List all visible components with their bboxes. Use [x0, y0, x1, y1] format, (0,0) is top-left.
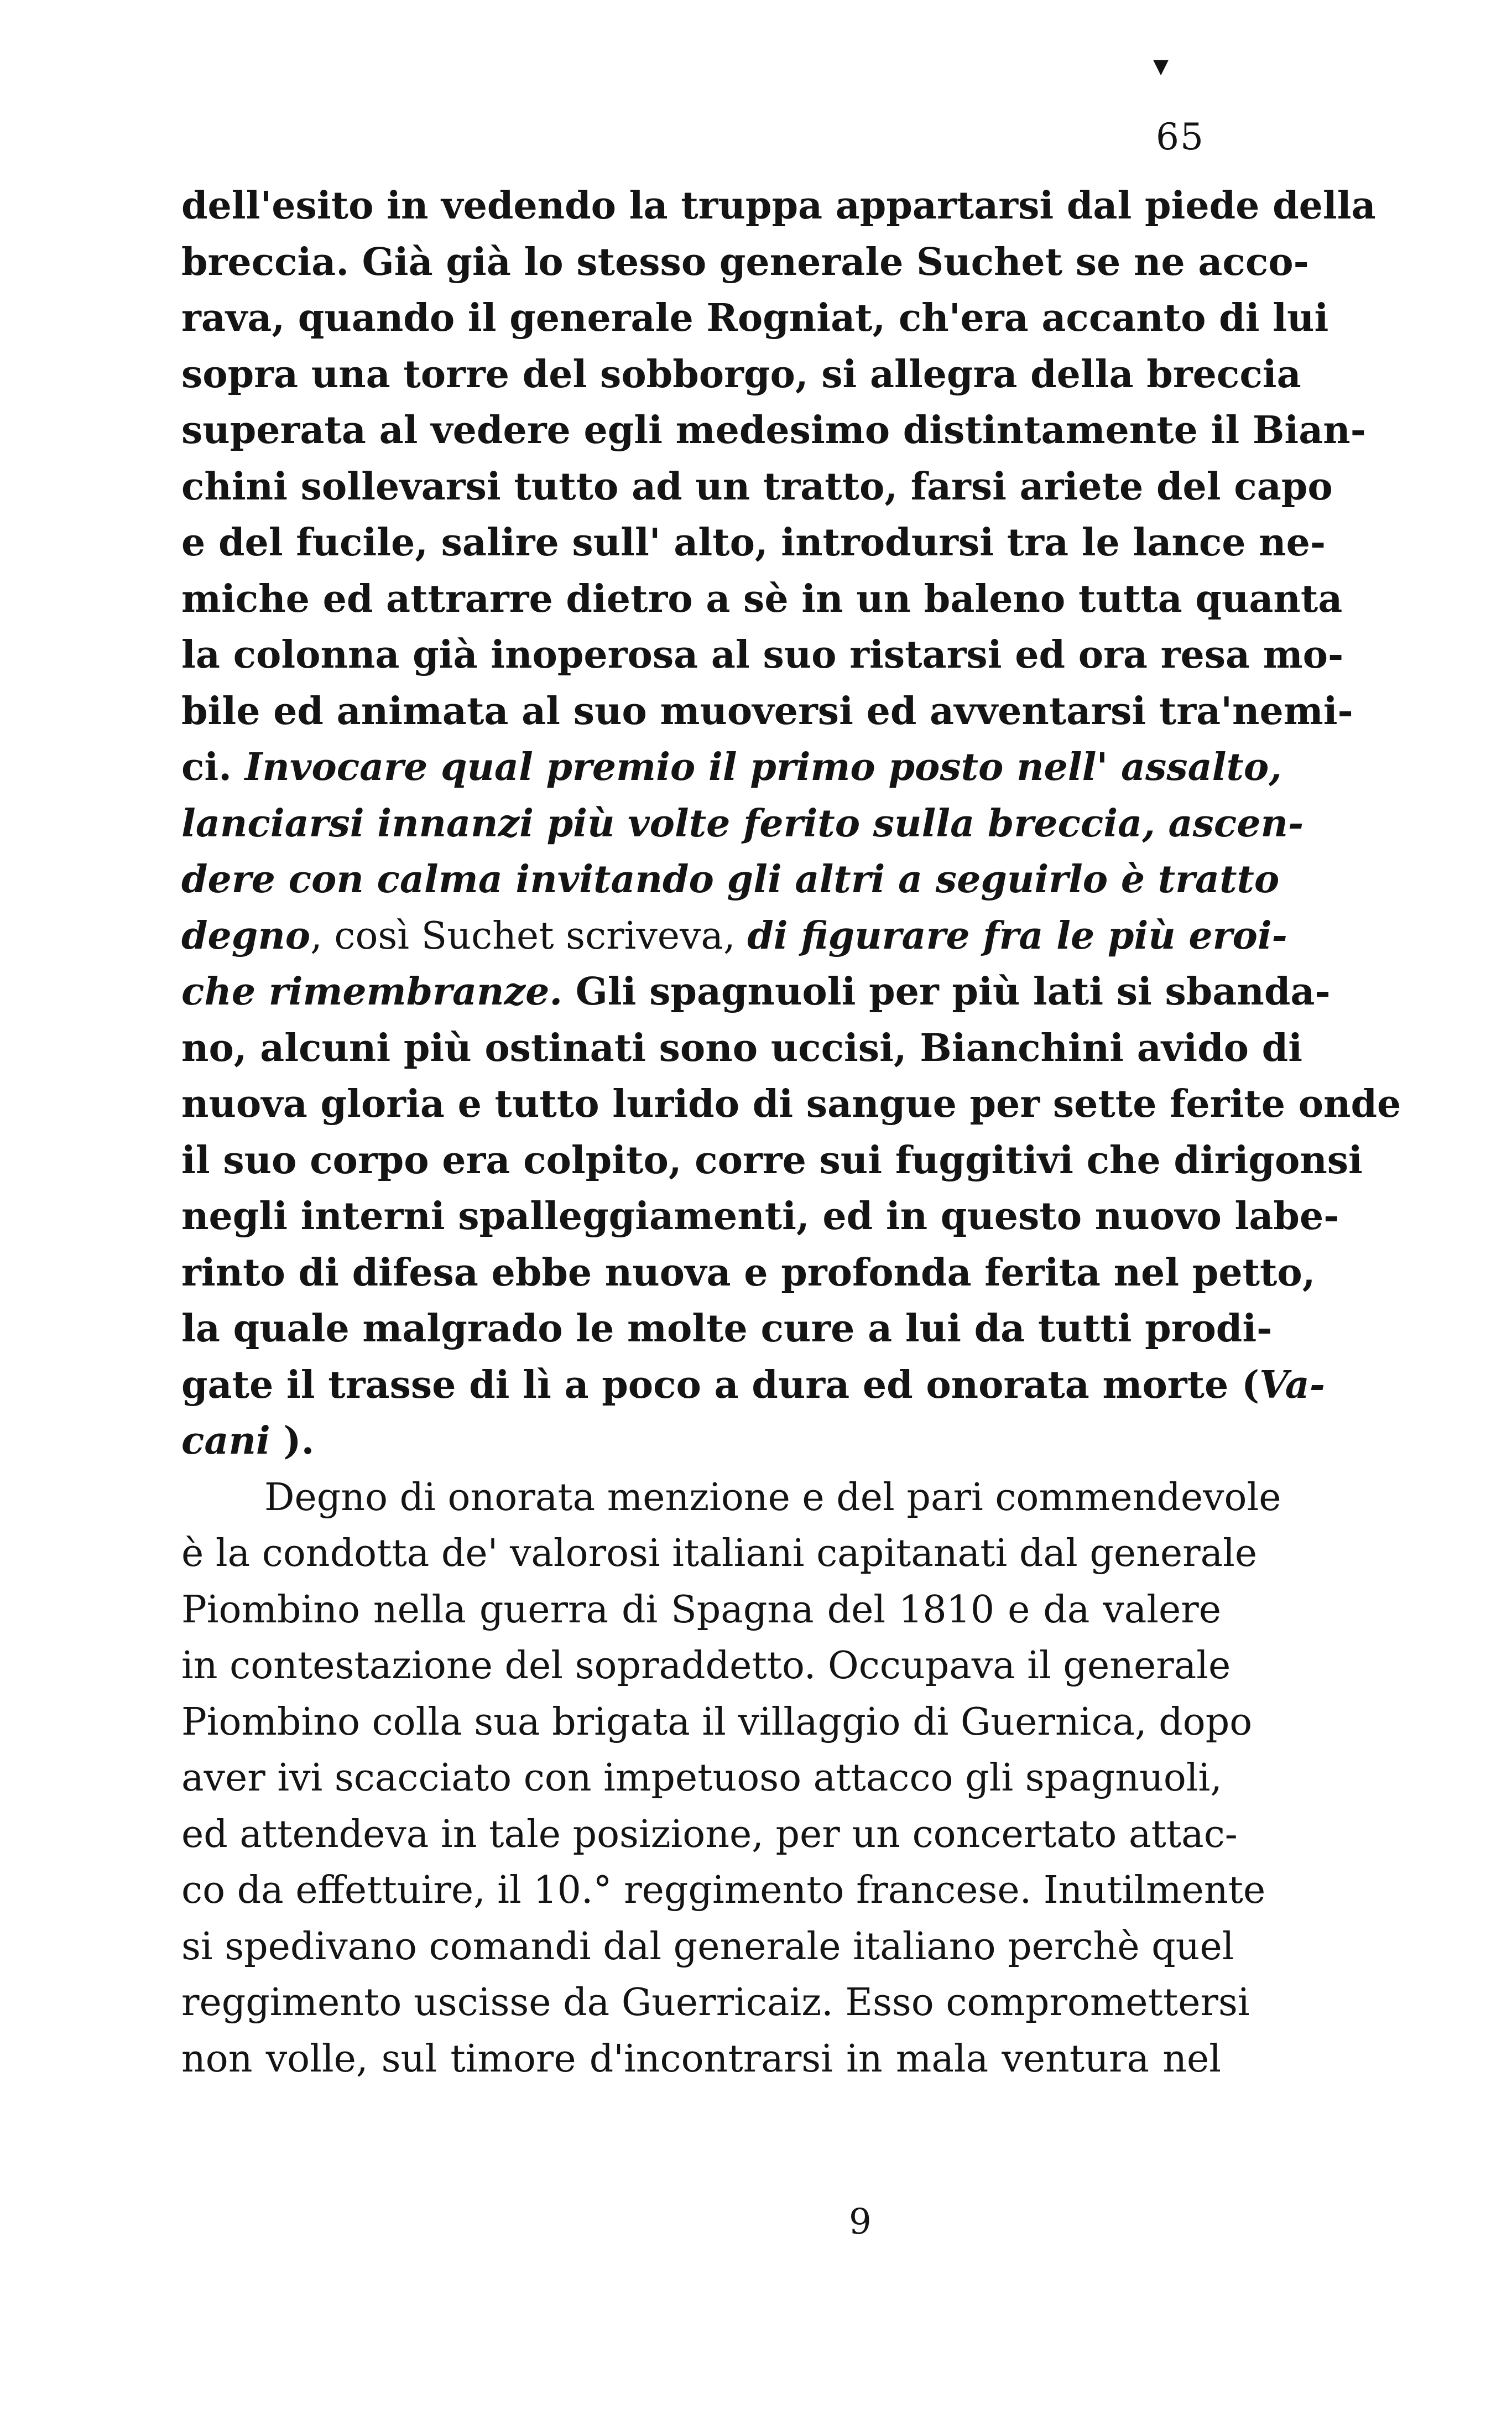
italic-quote: Invocare qual premio il primo posto nell' assalto, — [231, 745, 1282, 789]
text-line: nuova gloria e tutto lurido di sangue per sette ferite onde — [181, 1082, 1401, 1126]
text-line: si spedivano comandi dal generale italiano perchè quel — [181, 1924, 1234, 1969]
text-line: in contestazione del sopraddetto. Occupava il generale — [181, 1644, 1231, 1688]
page-number: 65 — [1156, 116, 1205, 158]
text-line: bile ed animata al suo muoversi ed avventarsi tra'nemi- — [181, 689, 1353, 733]
text-line: cani ). — [181, 1419, 315, 1463]
text-line: rinto di difesa ebbe nuova e profonda ferita nel petto, — [181, 1250, 1316, 1295]
text-line: Piombino nella guerra di Spagna del 1810 e da valere — [181, 1588, 1221, 1632]
text-line: co da effettuire, il 10.° reggimento francese. Inutilmente — [181, 1868, 1266, 1912]
text-line: gate il trasse di lì a poco a dura ed onorata morte (Va- — [181, 1362, 1325, 1407]
text-line: e del fucile, salire sull' alto, introdursi tra le lance ne- — [181, 521, 1326, 565]
text-line: lanciarsi innanzi più volte ferito sulla breccia, ascen- — [181, 801, 1304, 846]
text-line: no, alcuni più ostinati sono uccisi, Bianchini avido di — [181, 1026, 1303, 1070]
text-line: negli interni spalleggiamenti, ed in questo nuovo labe- — [181, 1194, 1339, 1238]
italic-quote: di figurare fra le più eroi- — [747, 913, 1287, 958]
text-line: breccia. Già già lo stesso generale Suchet se ne acco- — [181, 240, 1309, 284]
paragraph-start: Degno di onorata menzione e del pari commendevole — [264, 1475, 1281, 1519]
citation-author: Va- — [1259, 1362, 1325, 1407]
text-line: ed attendeva in tale posizione, per un concertato attac- — [181, 1812, 1238, 1856]
text-line: dere con calma invitando gli altri a seguirlo è tratto — [181, 857, 1280, 902]
text-line: chini sollevarsi tutto ad un tratto, farsi ariete del capo — [181, 464, 1333, 509]
text-line: Piombino colla sua brigata il villaggio di Guernica, dopo — [181, 1700, 1253, 1744]
text-line: miche ed attrarre dietro a sè in un baleno tutta quanta — [181, 576, 1343, 621]
signature-number: 9 — [849, 2201, 872, 2242]
text-line: rava, quando il generale Rogniat, ch'era accanto di lui — [181, 296, 1329, 340]
text-line: la colonna già inoperosa al suo ristarsi ed ora resa mo- — [181, 633, 1344, 677]
text-line: reggimento uscisse da Guerricaiz. Esso compromettersi — [181, 1981, 1250, 2024]
text-line: che rimembranze. Gli spagnuoli per più lati si sbanda- — [181, 970, 1331, 1014]
text-line: sopra una torre del sobborgo, si allegra della breccia — [181, 352, 1301, 397]
text-line: degno, così Suchet scriveva, di figurare fra le più eroi- — [181, 913, 1287, 958]
text-line: la quale malgrado le molte cure a lui da tutti prodi- — [181, 1307, 1273, 1351]
text-line: ci. Invocare qual premio il primo posto nell' assalto, — [181, 745, 1282, 789]
text-line: non volle, sul timore d'incontrarsi in mala ventura nel — [181, 2037, 1221, 2081]
text-line: è la condotta de' valorosi italiani capitanati dal generale — [181, 1532, 1258, 1575]
text-line: dell'esito in vedendo la truppa appartarsi dal piede della — [181, 184, 1376, 228]
citation-author: cani — [181, 1419, 270, 1463]
text-line: aver ivi scacciato con impetuoso attacco gli spagnuoli, — [181, 1756, 1222, 1800]
text-line: superata al vedere egli medesimo distintamente il Bian- — [181, 408, 1366, 452]
body-text — [181, 178, 1401, 2087]
text-line: il suo corpo era colpito, corre sui fuggitivi che dirigonsi — [181, 1138, 1363, 1183]
printer-mark: ▾ — [1153, 47, 1169, 84]
